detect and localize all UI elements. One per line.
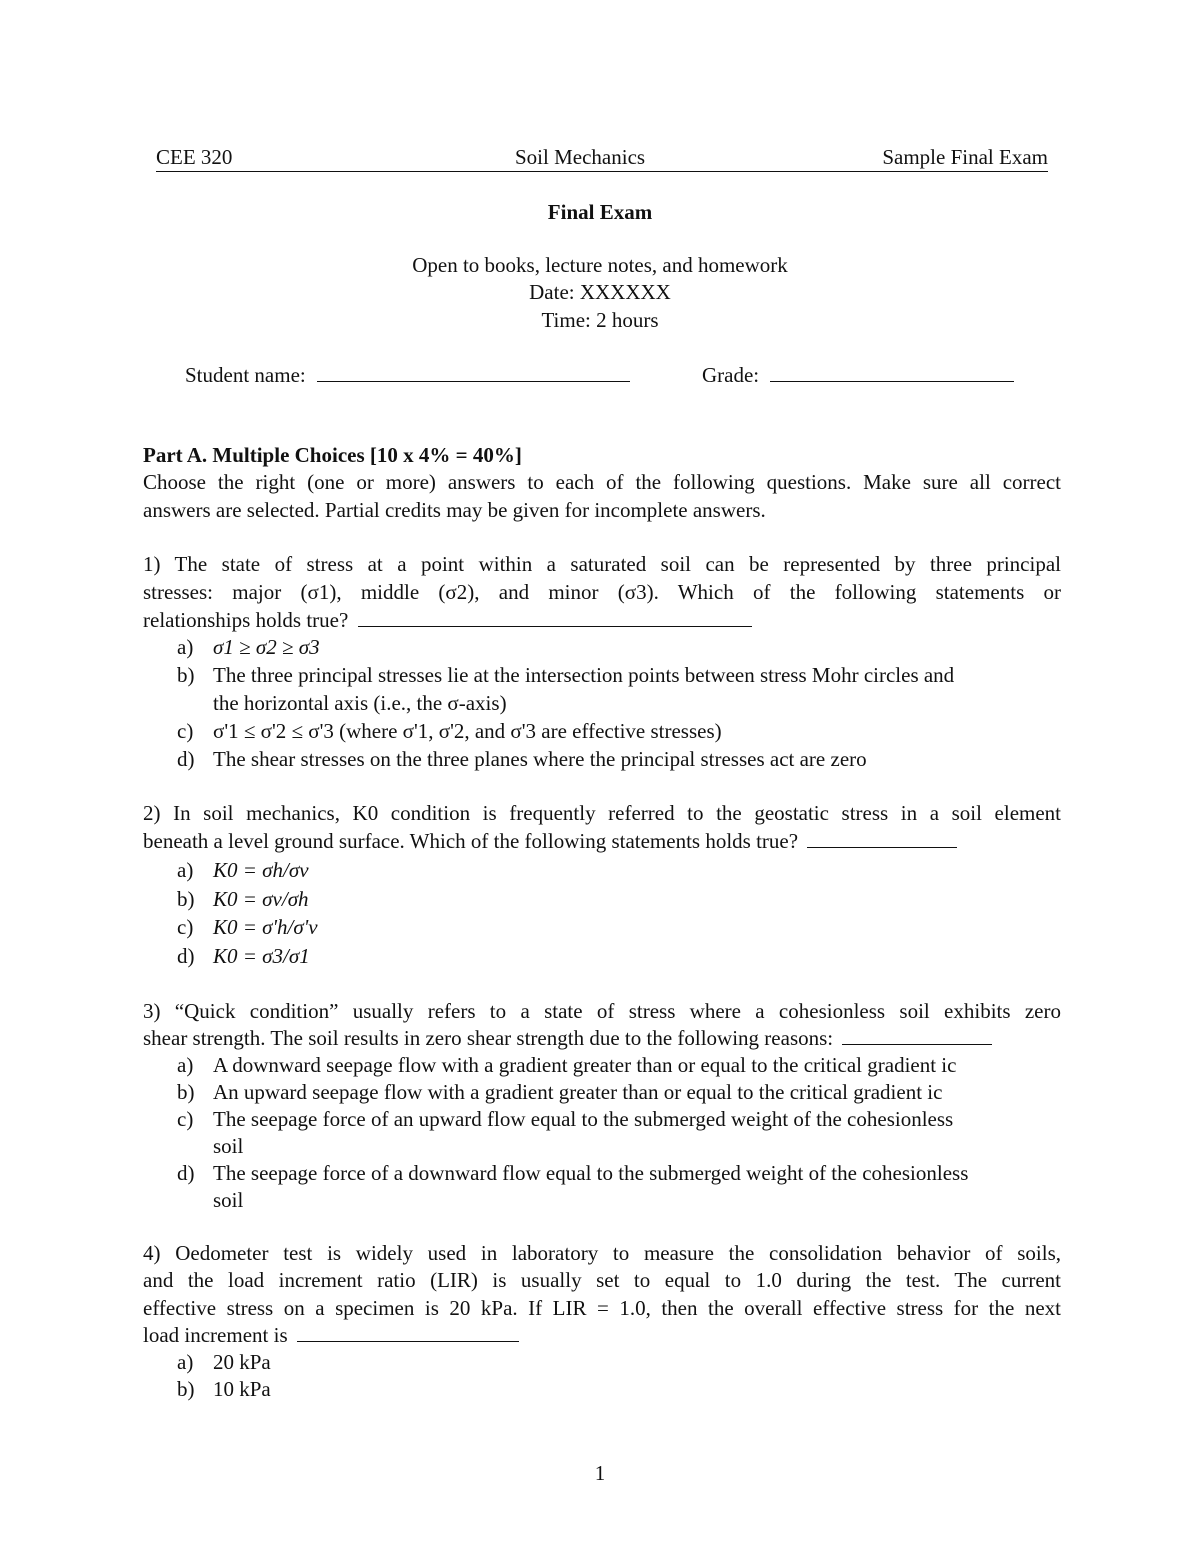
q1-option-c-label: c) [177,719,194,743]
q4-stem-line4-text: load increment is [143,1323,288,1347]
q2-answer-blank [807,829,957,848]
q2-option-b-text: K0 = σv/σh [213,887,309,911]
q3-stem-line1: 3) “Quick condition” usually refers to a state of stress where a cohesionless soil exhibits zero [143,999,1061,1023]
q3-option-b-label: b) [177,1080,195,1104]
grade-blank [770,363,1014,382]
q3-option-d-label: d) [177,1161,195,1185]
q1-answer-blank [358,608,752,627]
q1-option-a-label: a) [177,635,194,659]
student-name-field [185,362,630,389]
q1-option-a-text: σ1 ≥ σ2 ≥ σ3 [213,635,320,659]
q4-option-a-text: 20 kPa [213,1350,271,1374]
q3-option-c-text-line2: soil [213,1134,244,1158]
q1-option-b-text-line2: the horizontal axis (i.e., the σ-axis) [213,691,507,715]
q4-option-a-label: a) [177,1350,194,1374]
q3-option-c-label: c) [177,1107,194,1131]
q1-option-d-label: d) [177,747,195,771]
q1-stem-line3 [143,607,1061,634]
q1-option-d-text: The shear stresses on the three planes where the principal stresses act are zero [213,747,867,771]
q2-option-a-label: a) [177,858,194,882]
course-code: CEE 320 [156,145,233,169]
page-header [156,143,1048,172]
q2-option-d-label: d) [177,944,195,968]
q4-option-b-text: 10 kPa [213,1377,271,1401]
q2-option-b-label: b) [177,887,195,911]
q2-stem-line2 [143,828,1061,855]
q4-answer-blank [297,1323,519,1342]
q4-stem-line4 [143,1322,1061,1349]
q3-option-a-text: A downward seepage flow with a gradient greater than or equal to the critical gradient ic [213,1053,957,1077]
open-book-note: Open to books, lecture notes, and homework [412,253,788,277]
document-type: Sample Final Exam [882,145,1048,169]
q2-option-a-text: K0 = σh/σv [213,858,309,882]
course-subject: Soil Mechanics [515,145,646,169]
grade-label: Grade: [702,363,760,387]
q4-option-b-label: b) [177,1377,195,1401]
q4-stem-line2: and the load increment ratio (LIR) is usually set to equal to 1.0 during the test. The current [143,1268,1061,1292]
q1-option-b-text-line1: The three principal stresses lie at the intersection points between stress Mohr circles and [213,663,955,687]
q3-option-d-text-line1: The seepage force of a downward flow equal to the submerged weight of the cohesionless [213,1161,969,1185]
part-a-instructions-line2: answers are selected. Partial credits may be given for incomplete answers. [143,498,766,522]
q3-option-b-text: An upward seepage flow with a gradient greater than or equal to the critical gradient ic [213,1080,943,1104]
q1-stem-line1: 1) The state of stress at a point within a saturated soil can be represented by three principal [143,552,1061,576]
q4-stem-line1: 4) Oedometer test is widely used in laboratory to measure the consolidation behavior of soils, [143,1241,1061,1265]
page-number: 1 [594,1461,606,1485]
q2-stem-line2-text: beneath a level ground surface. Which of the following statements holds true? [143,829,799,853]
q2-option-c-label: c) [177,915,194,939]
exam-title: Final Exam [547,200,653,224]
part-a-instructions-line1: Choose the right (one or more) answers to each of the following questions. Make sure all correct [143,470,1061,494]
student-name-label: Student name: [185,363,306,387]
q3-option-c-text-line1: The seepage force of an upward flow equal to the submerged weight of the cohesionless [213,1107,954,1131]
q3-option-a-label: a) [177,1053,194,1077]
exam-time: Time: 2 hours [541,308,659,332]
grade-field [702,362,1014,389]
q2-option-d-text: K0 = σ3/σ1 [213,944,310,968]
q3-option-d-text-line2: soil [213,1188,244,1212]
q1-option-c-text: σ'1 ≤ σ'2 ≤ σ'3 (where σ'1, σ'2, and σ'3 are effective stresses) [213,719,722,743]
q1-stem-line2: stresses: major (σ1), middle (σ2), and minor (σ3). Which of the following statements or [143,580,1061,604]
student-name-blank [317,363,630,382]
exam-date: Date: XXXXXX [529,280,671,304]
q1-stem-line3-text: relationships holds true? [143,608,349,632]
q3-stem-line2 [143,1025,1061,1052]
q1-option-b-label: b) [177,663,195,687]
q3-stem-line2-text: shear strength. The soil results in zero shear strength due to the following reasons: [143,1026,834,1050]
q3-answer-blank [842,1026,992,1045]
q2-option-c-text: K0 = σ'h/σ'v [213,915,318,939]
q2-stem-line1: 2) In soil mechanics, K0 condition is frequently referred to the geostatic stress in a soil element [143,801,1061,825]
part-a-heading: Part A. Multiple Choices [10 x 4% = 40%] [143,443,522,467]
q4-stem-line3: effective stress on a specimen is 20 kPa. If LIR = 1.0, then the overall effective stress for the next [143,1296,1061,1320]
